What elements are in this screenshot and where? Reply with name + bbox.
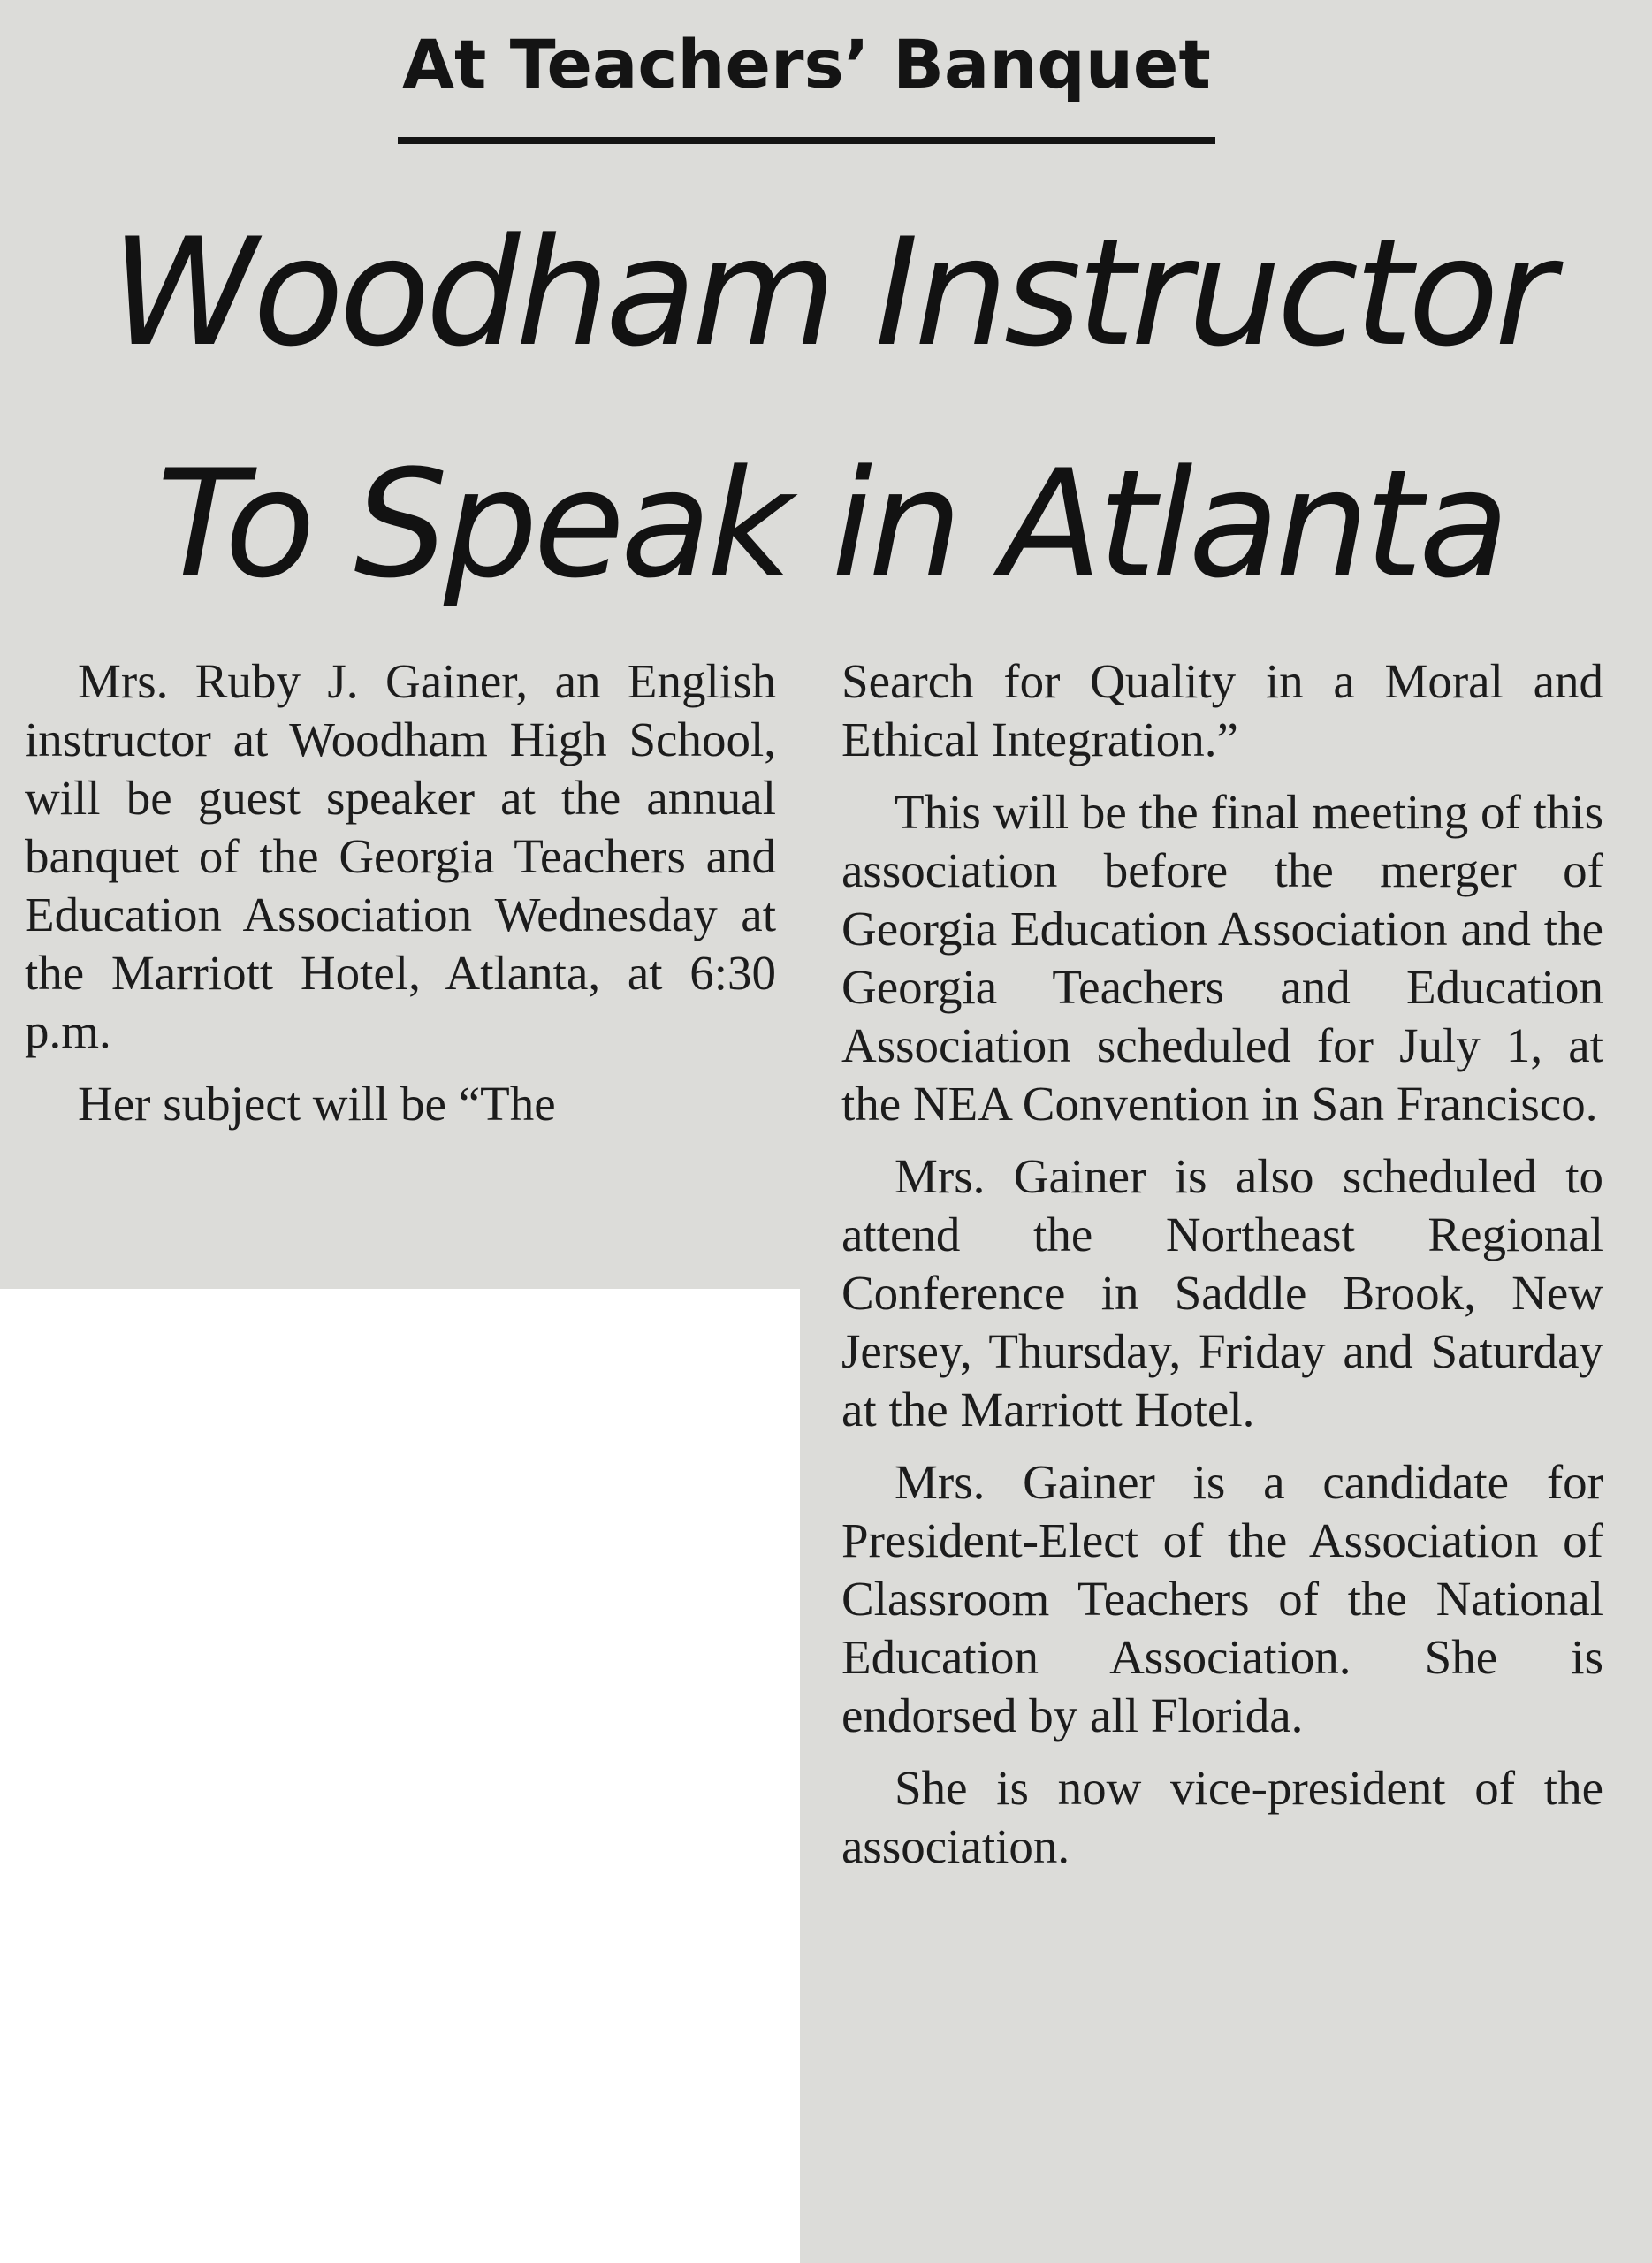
kicker-rule — [398, 137, 1215, 144]
kicker-headline: At Teachers’ Banquet — [402, 25, 1211, 103]
article-column-left — [25, 652, 776, 1147]
paragraph-continued: Search for Quality in a Moral and Ethical Integration.” — [841, 654, 1603, 766]
paragraph: Mrs. Gainer is also scheduled to attend the Northeast Regional Conference in Saddle Brook, New Jersey, Thursday, Friday and Saturday at the Marriott Hotel. — [841, 1149, 1603, 1436]
paragraph: Mrs. Ruby J. Gainer, an English instructor at Woodham High School, will be guest speaker at the annual banquet of the Georgia Teachers and Education Association Wednesday at the Marriott Hotel, Atlanta, at 6:30 p.m. — [25, 654, 776, 1058]
headline-line-2: To Speak in Atlanta — [156, 438, 1505, 611]
paragraph: Mrs. Gainer is a candidate for President-Elect of the Association of Classroom Teachers of the National Education Association. She is endorsed by all Florida. — [841, 1455, 1603, 1742]
article-column-right — [841, 652, 1603, 1890]
main-headline — [106, 177, 1556, 640]
paragraph: This will be the final meeting of this association before the merger of Georgia Education Association and the Georgia Teachers and Education Association scheduled for July 1, at the NEA Convention in San Francisco. — [841, 785, 1603, 1131]
paragraph: Her subject will be “The — [78, 1077, 556, 1131]
paragraph: She is now vice-president of the association. — [841, 1761, 1603, 1873]
headline-line-1: Woodham Instructor — [110, 206, 1551, 379]
